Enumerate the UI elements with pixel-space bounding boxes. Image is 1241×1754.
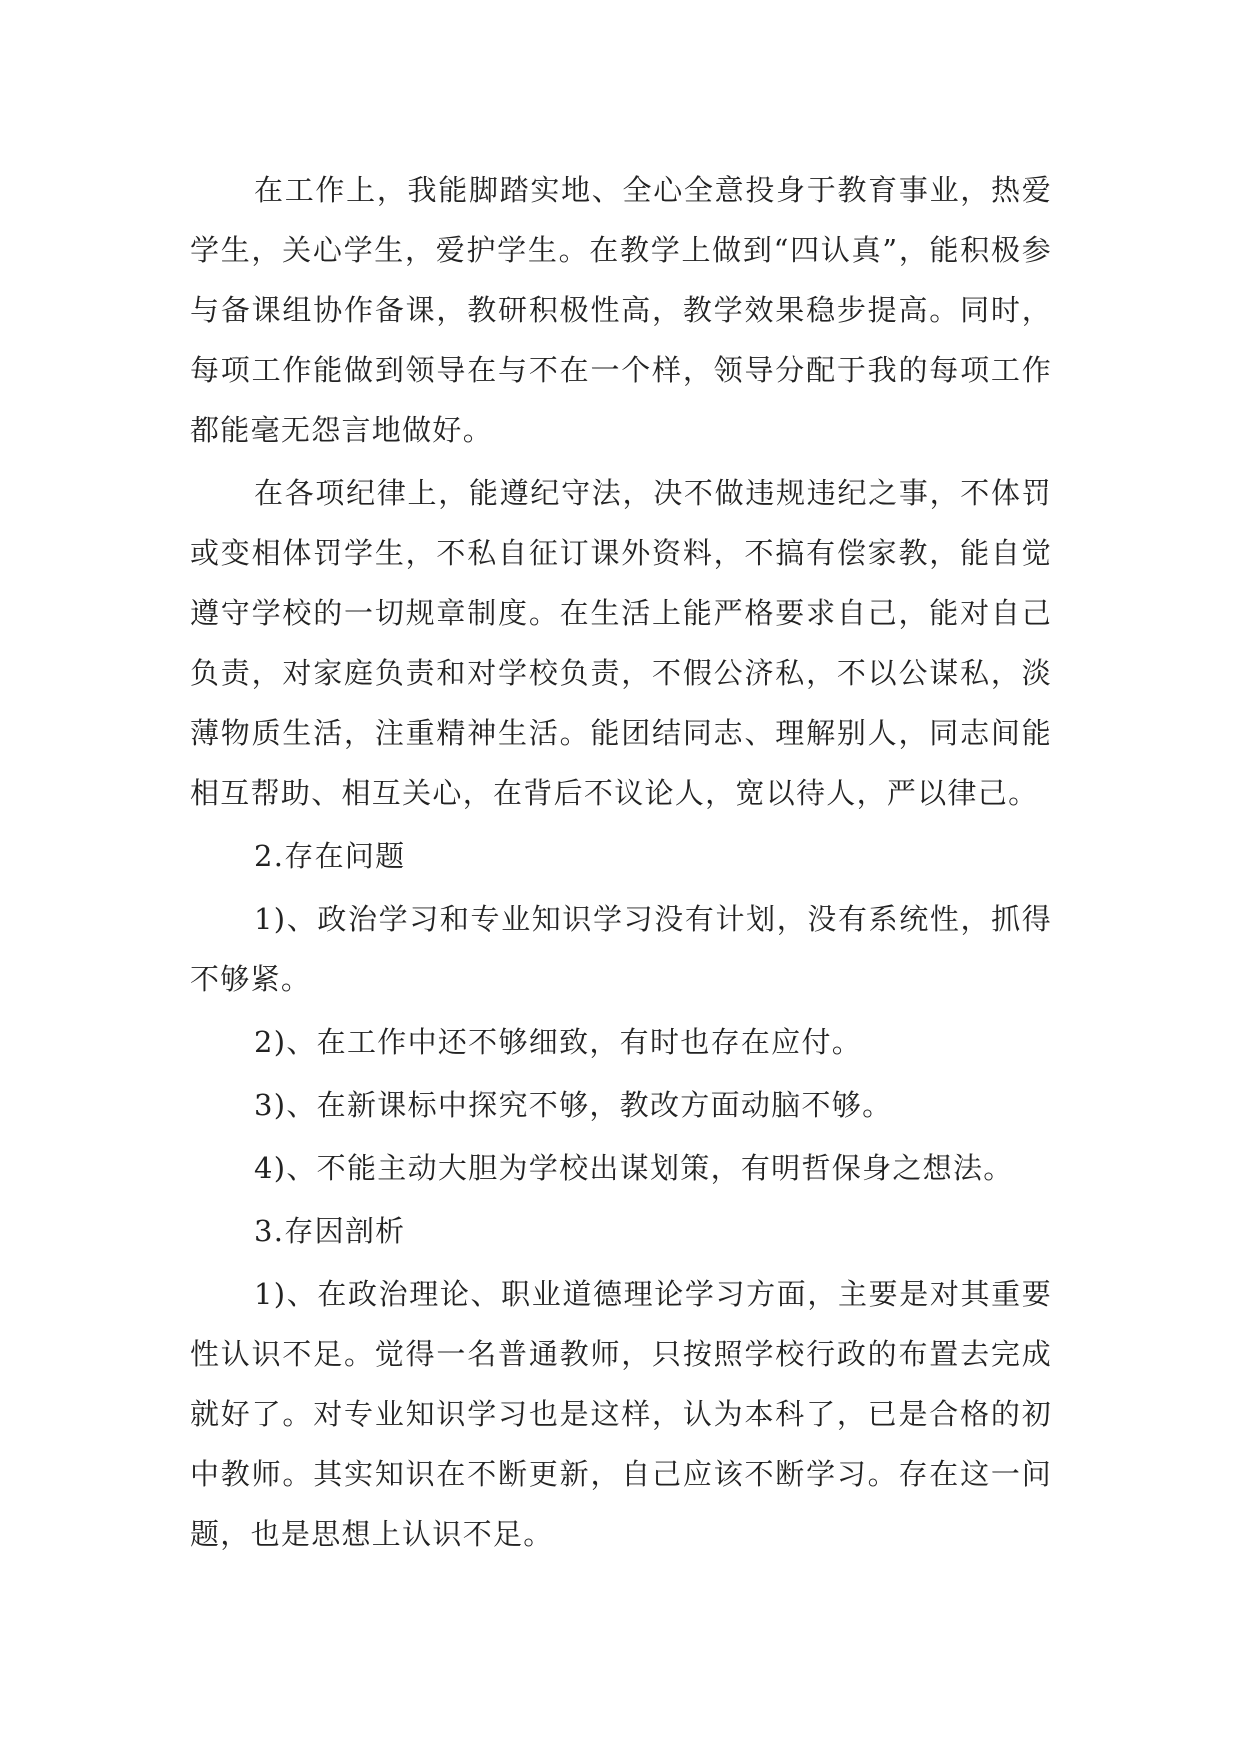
paragraph-discipline: 在各项纪律上，能遵纪守法，决不做违规违纪之事，不体罚或变相体罚学生，不私自征订课外资料，不搞有偿家教，能自觉遵守学校的一切规章制度。在生活上能严格要求自己，能对自己负责，对家庭负责和对学校负责，不假公济私，不以公谋私，淡薄物质生活，注重精神生活。能团结同志、理解别人，同志间能相互帮助、相互关心，在背后不议论人，宽以待人，严以律己。 xyxy=(190,476,1052,810)
cause-item-1: 1)、在政治理论、职业道德理论学习方面，主要是对其重要性认识不足。觉得一名普通教师，只按照学校行政的布置去完成就好了。对专业知识学习也是这样，认为本科了，已是合格的初中教师。其实知识在不断更新，自己应该不断学习。存在这一问题，也是思想上认识不足。 xyxy=(190,1277,1052,1551)
paragraph-work: 在工作上，我能脚踏实地、全心全意投身于教育事业，热爱学生，关心学生，爱护学生。在教学上做到“四认真”，能积极参与备课组协作备课，教研积极性高，教学效果稳步提高。同时，每项工作能做到领导在与不在一个样，领导分配于我的每项工作都能毫无怨言地做好。 xyxy=(190,173,1052,447)
heading-problems: 2.存在问题 xyxy=(254,839,406,873)
problem-item-1: 1)、政治学习和专业知识学习没有计划，没有系统性，抓得不够紧。 xyxy=(190,902,1052,996)
problem-item-2: 2)、在工作中还不够细致，有时也存在应付。 xyxy=(254,1025,863,1059)
document-body xyxy=(190,160,1052,1567)
problem-item-4: 4)、不能主动大胆为学校出谋划策，有明哲保身之想法。 xyxy=(254,1151,1014,1185)
problem-item-3: 3)、在新课标中探究不够，教改方面动脑不够。 xyxy=(254,1088,893,1122)
heading-cause-analysis: 3.存因剖析 xyxy=(254,1214,406,1248)
